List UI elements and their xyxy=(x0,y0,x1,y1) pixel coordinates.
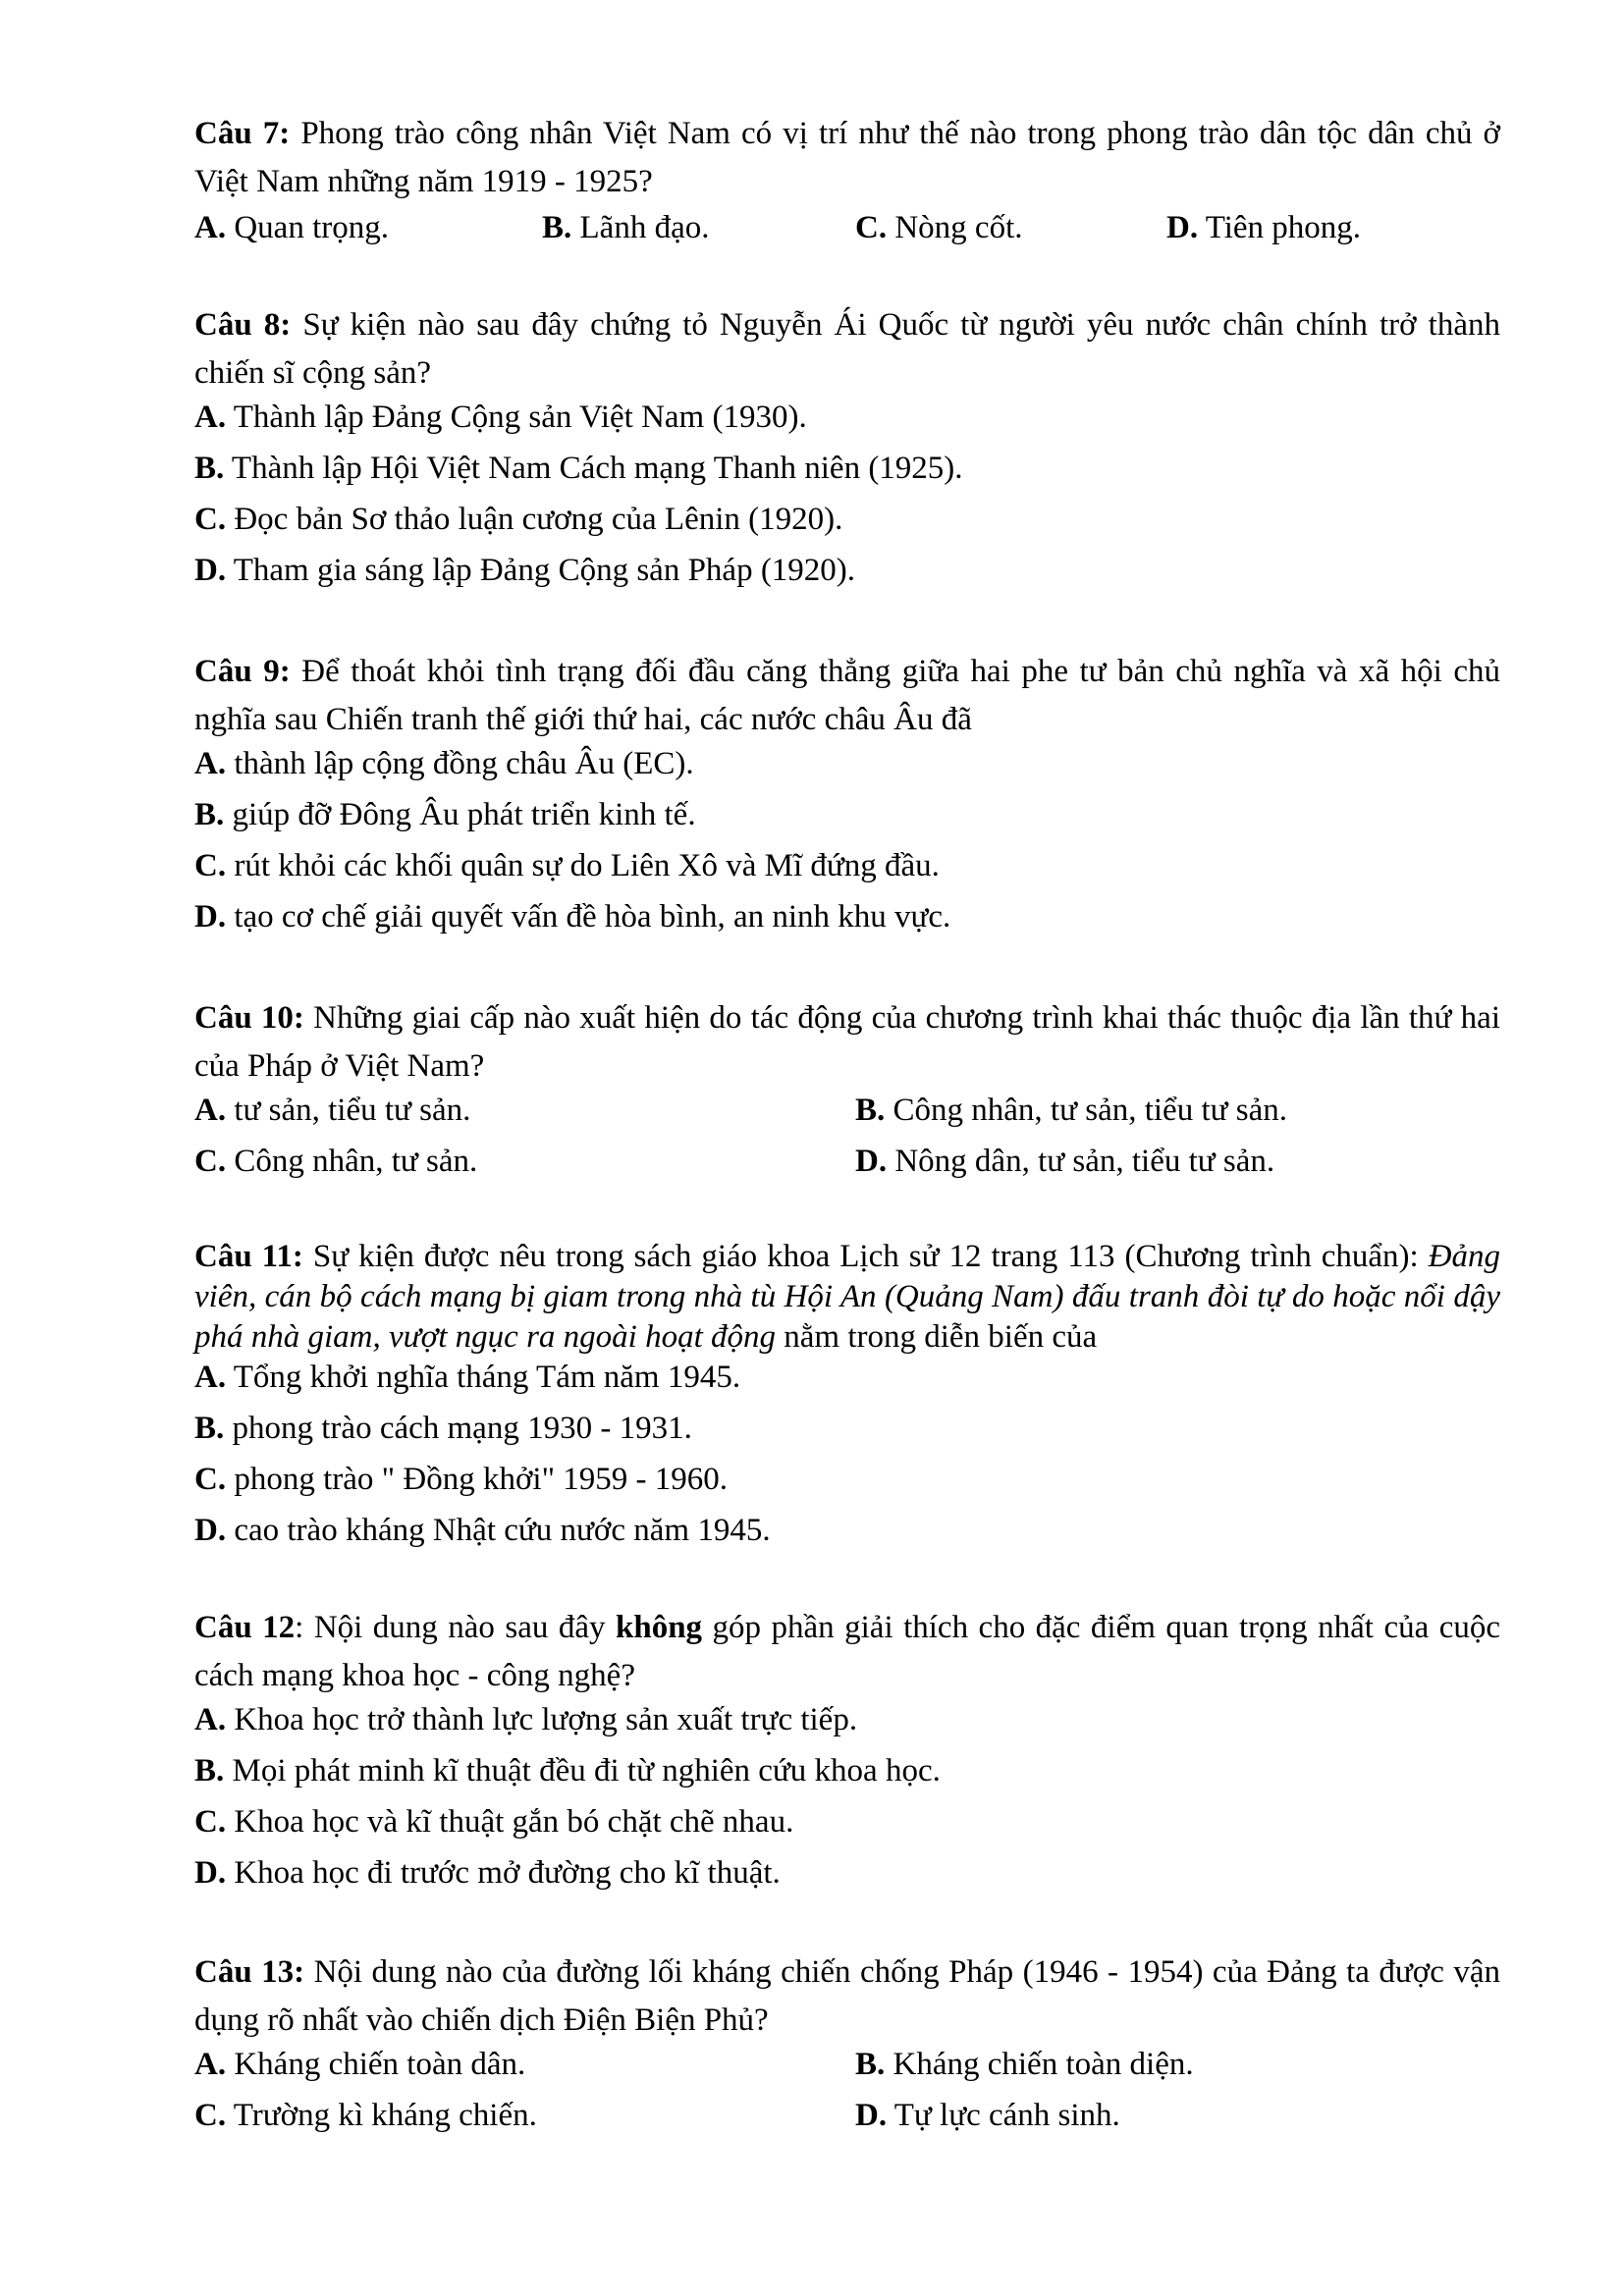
option-letter: D. xyxy=(194,899,227,934)
question-text: Để thoát khỏi tình trạng đối đầu căng thẳng giữa hai phe tư bản chủ nghĩa và xã hội chủ nghĩa sau Chiến tranh thế giới thứ hai, các nước châu Âu đã xyxy=(194,654,1500,737)
question-8 xyxy=(194,301,1500,602)
options-row xyxy=(194,2045,1500,2096)
question-label: Câu 10: xyxy=(194,1000,304,1036)
question-text-end: nằm trong diễn biến của xyxy=(776,1319,1098,1355)
option-d xyxy=(1166,208,1361,247)
option-letter: B. xyxy=(542,210,572,245)
emphasis-word: không xyxy=(615,1610,703,1645)
question-label: Câu 13: xyxy=(194,1954,305,1990)
option-letter: C. xyxy=(194,1144,227,1179)
option-text: tư sản, tiểu tư sản. xyxy=(226,1093,471,1128)
option-b xyxy=(194,1409,1500,1460)
option-text: Tổng khởi nghĩa tháng Tám năm 1945. xyxy=(226,1360,741,1395)
option-letter: A. xyxy=(194,746,227,781)
option-letter: D. xyxy=(194,1855,227,1891)
option-text: Mọi phát minh kĩ thuật đều đi từ nghiên cứu khoa học. xyxy=(224,1753,941,1789)
question-10 xyxy=(194,994,1500,1193)
option-text: Thành lập Hội Việt Nam Cách mạng Thanh niên (1925). xyxy=(224,451,963,486)
question-text: : Nội dung nào sau đây xyxy=(295,1610,616,1645)
option-text: Lãnh đạo. xyxy=(571,210,710,245)
option-text: Tự lực cánh sinh. xyxy=(887,2098,1120,2133)
option-b xyxy=(194,449,1500,500)
option-text: Khoa học đi trước mở đường cho kĩ thuật. xyxy=(226,1855,781,1891)
question-7 xyxy=(194,110,1500,259)
option-letter: A. xyxy=(194,400,227,435)
option-b xyxy=(542,208,709,247)
question-stem xyxy=(194,648,1500,744)
option-text: Trường kì kháng chiến. xyxy=(226,2098,537,2133)
option-d xyxy=(194,1511,1500,1562)
option-a xyxy=(194,208,389,247)
option-letter: B. xyxy=(855,2047,886,2082)
question-stem xyxy=(194,301,1500,398)
question-stem xyxy=(194,1604,1500,1700)
question-stem xyxy=(194,110,1500,206)
option-text: Đọc bản Sơ thảo luận cương của Lênin (1920). xyxy=(226,502,843,537)
option-c xyxy=(194,1460,1500,1511)
option-letter: B. xyxy=(194,451,225,486)
option-d xyxy=(855,1142,1274,1181)
options-row xyxy=(194,208,1500,259)
option-b xyxy=(855,1091,1287,1130)
option-letter: C. xyxy=(194,2098,227,2133)
option-text: phong trào " Đồng khởi" 1959 - 1960. xyxy=(226,1462,729,1497)
option-d xyxy=(855,2096,1120,2135)
question-label: Câu 7: xyxy=(194,116,291,151)
option-b xyxy=(194,795,1500,846)
question-9 xyxy=(194,648,1500,948)
option-text: thành lập cộng đồng châu Âu (EC). xyxy=(226,746,694,781)
question-text: Sự kiện được nêu trong sách giáo khoa Lịch sử 12 trang 113 (Chương trình chuẩn): xyxy=(302,1239,1429,1274)
question-label: Câu 12 xyxy=(194,1610,296,1645)
option-text: Nông dân, tư sản, tiểu tư sản. xyxy=(887,1144,1275,1179)
option-text: Kháng chiến toàn diện. xyxy=(885,2047,1194,2082)
option-d xyxy=(194,1853,1500,1904)
option-letter: C. xyxy=(194,1462,227,1497)
option-text: tạo cơ chế giải quyết vấn đề hòa bình, an ninh khu vực. xyxy=(226,899,951,934)
question-text: Phong trào công nhân Việt Nam có vị trí như thế nào trong phong trào dân tộc dân chủ ở Việt Nam những năm 1919 - 1925? xyxy=(194,116,1500,199)
option-a xyxy=(194,744,1500,795)
option-text: Công nhân, tư sản, tiểu tư sản. xyxy=(885,1093,1287,1128)
question-text-end: góp phần giải thích cho đặc điểm quan trọng nhất của cuộc cách mạng khoa học - công nghệ? xyxy=(194,1610,1501,1693)
option-text: cao trào kháng Nhật cứu nước năm 1945. xyxy=(226,1513,771,1548)
option-letter: D. xyxy=(1166,210,1199,245)
question-text: Những giai cấp nào xuất hiện do tác động của chương trình khai thác thuộc địa lần thứ hai của Pháp ở Việt Nam? xyxy=(194,1000,1500,1084)
option-letter: D. xyxy=(194,553,227,588)
option-text: phong trào cách mạng 1930 - 1931. xyxy=(224,1411,692,1446)
question-12 xyxy=(194,1604,1500,1904)
option-letter: C. xyxy=(194,1804,227,1840)
options-row xyxy=(194,2096,1500,2147)
option-letter: B. xyxy=(855,1093,886,1128)
option-text: Thành lập Đảng Cộng sản Việt Nam (1930). xyxy=(226,400,807,435)
option-letter: B. xyxy=(194,1411,225,1446)
option-a xyxy=(194,1358,1500,1409)
option-text: Quan trọng. xyxy=(226,210,389,245)
option-a xyxy=(194,1700,1500,1751)
question-13 xyxy=(194,1949,1500,2147)
option-text: rút khỏi các khối quân sự do Liên Xô và Mĩ đứng đầu. xyxy=(226,848,940,883)
question-stem xyxy=(194,1237,1500,1358)
option-d xyxy=(194,551,1500,602)
option-text: giúp đỡ Đông Âu phát triển kinh tế. xyxy=(224,797,696,832)
option-text: Tham gia sáng lập Đảng Cộng sản Pháp (1920). xyxy=(226,553,856,588)
option-letter: A. xyxy=(194,1360,227,1395)
option-a xyxy=(194,398,1500,449)
option-letter: A. xyxy=(194,1702,227,1737)
option-text: Công nhân, tư sản. xyxy=(226,1144,478,1179)
question-label: Câu 8: xyxy=(194,307,292,343)
option-letter: B. xyxy=(194,797,225,832)
option-letter: D. xyxy=(194,1513,227,1548)
option-c xyxy=(194,1142,477,1181)
option-c xyxy=(855,208,1023,247)
question-quote: Đảng viên, cán bộ cách mạng bị giam trong nhà tù Hội An (Quảng Nam) đấu tranh đòi tự do hoặc nổi dậy phá nhà giam, vượt ngục ra ngoài hoạt động xyxy=(194,1239,1500,1355)
options-row xyxy=(194,1142,1500,1193)
option-c xyxy=(194,846,1500,897)
option-a xyxy=(194,2045,525,2084)
option-b xyxy=(855,2045,1194,2084)
option-d xyxy=(194,897,1500,948)
question-11 xyxy=(194,1237,1500,1562)
question-text: Sự kiện nào sau đây chứng tỏ Nguyễn Ái Quốc từ người yêu nước chân chính trở thành chiến sĩ cộng sản? xyxy=(194,307,1500,391)
option-text: Khoa học trở thành lực lượng sản xuất trực tiếp. xyxy=(226,1702,858,1737)
option-letter: A. xyxy=(194,2047,227,2082)
option-letter: C. xyxy=(194,502,227,537)
option-letter: C. xyxy=(855,210,888,245)
option-letter: D. xyxy=(855,1144,888,1179)
option-letter: D. xyxy=(855,2098,888,2133)
option-a xyxy=(194,1091,470,1130)
option-c xyxy=(194,2096,537,2135)
question-stem xyxy=(194,994,1500,1091)
option-text: Khoa học và kĩ thuật gắn bó chặt chẽ nhau. xyxy=(226,1804,794,1840)
option-letter: B. xyxy=(194,1753,225,1789)
option-letter: C. xyxy=(194,848,227,883)
question-stem xyxy=(194,1949,1500,2045)
options-row xyxy=(194,1091,1500,1142)
option-b xyxy=(194,1751,1500,1802)
option-c xyxy=(194,1802,1500,1853)
question-label: Câu 9: xyxy=(194,654,291,689)
question-text: Nội dung nào của đường lối kháng chiến chống Pháp (1946 - 1954) của Đảng ta được vận dụng rõ nhất vào chiến dịch Điện Biện Phủ? xyxy=(194,1954,1500,2038)
option-letter: A. xyxy=(194,210,227,245)
option-c xyxy=(194,500,1500,551)
option-text: Nòng cốt. xyxy=(887,210,1023,245)
option-letter: A. xyxy=(194,1093,227,1128)
option-text: Tiên phong. xyxy=(1198,210,1362,245)
option-text: Kháng chiến toàn dân. xyxy=(226,2047,526,2082)
question-label: Câu 11: xyxy=(194,1239,303,1274)
